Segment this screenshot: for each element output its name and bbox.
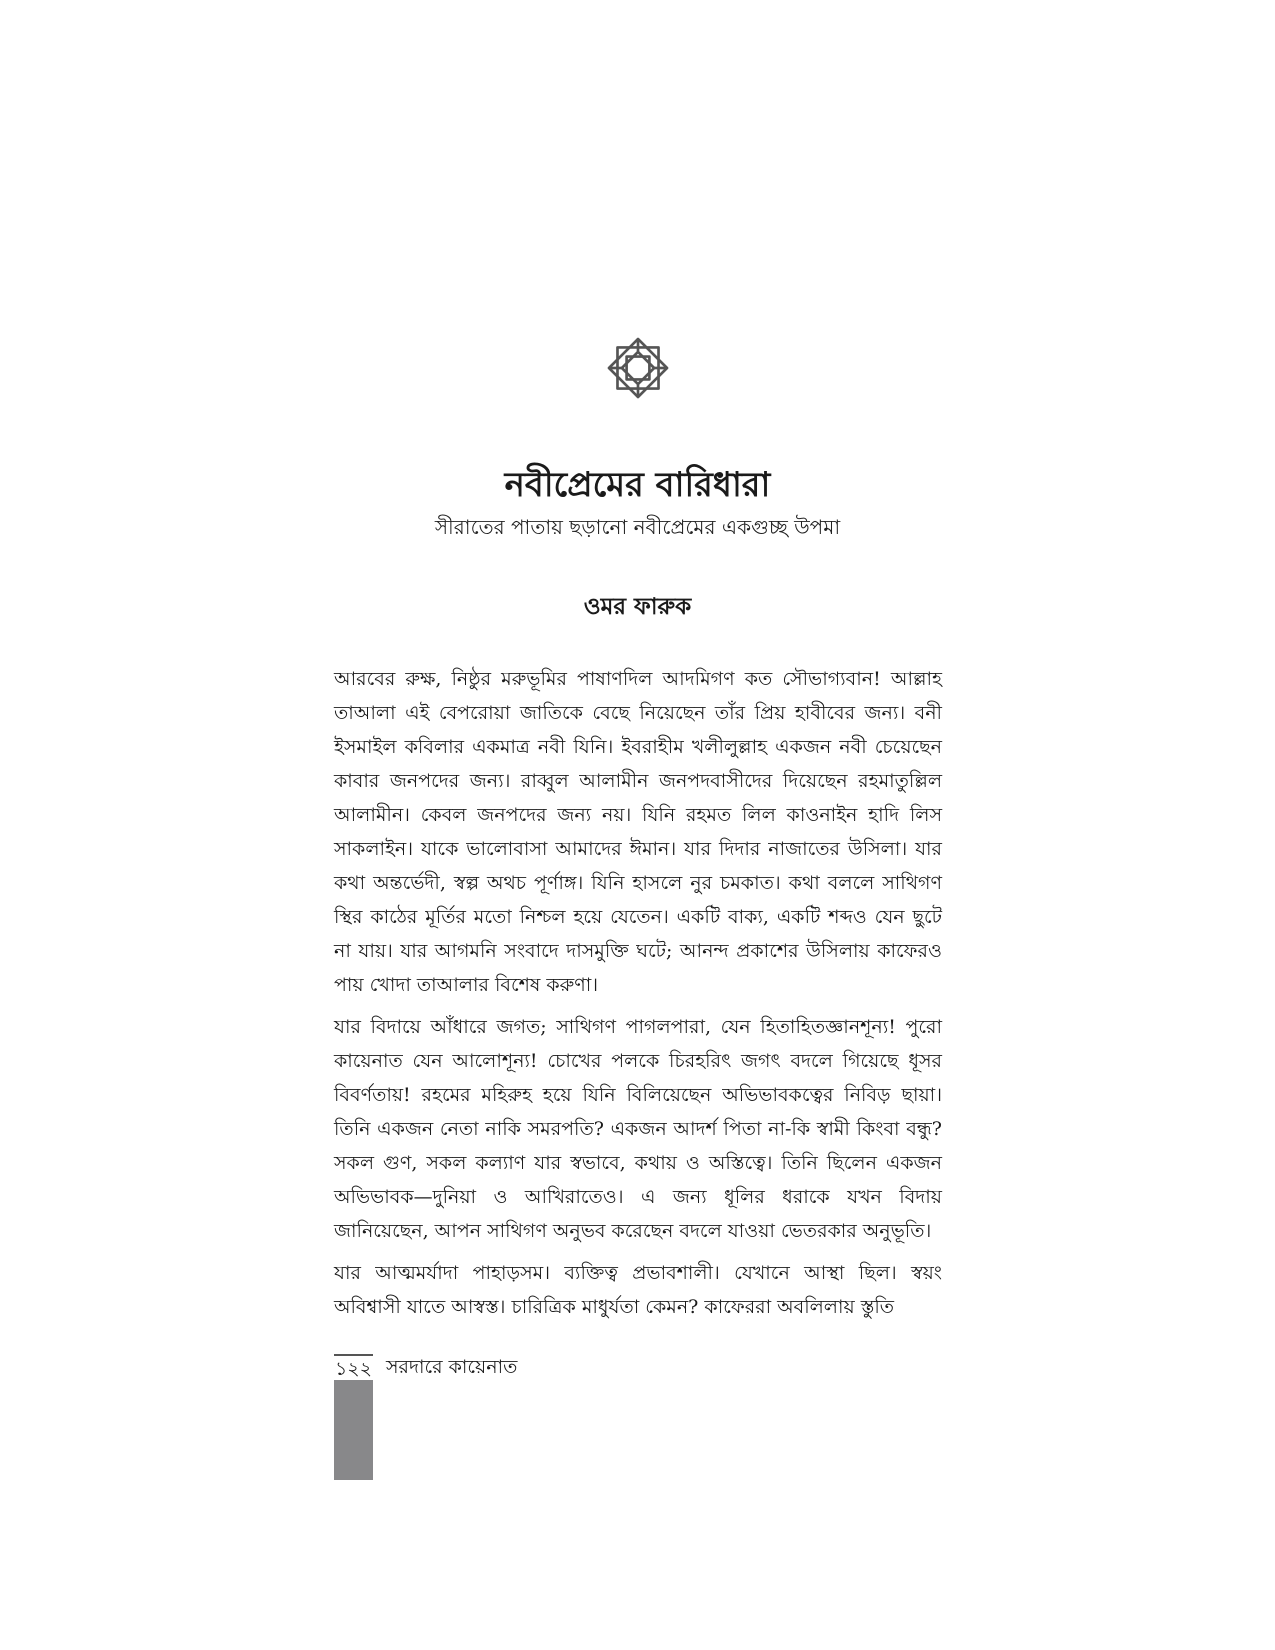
page-number: ১২২ xyxy=(334,1354,373,1382)
article-body xyxy=(334,662,942,1332)
article-subtitle: সীরাতের পাতায় ছড়ানো নবীপ্রেমের একগুচ্ছ উপমা xyxy=(434,515,841,539)
star-knot-ornament-icon xyxy=(600,330,676,406)
running-footer-title: সরদারে কায়েনাত xyxy=(386,1356,518,1378)
paragraph-1: আরবের রুক্ষ, নিষ্ঠুর মরুভূমির পাষাণদিল আদমিগণ কত সৌভাগ্যবান! আল্লাহ তাআলা এই বেপরোয়া জাতিকে বেছে নিয়েছেন তাঁর প্রিয় হাবীবের জন্য। বনী ইসমাইল কবিলার একমাত্র নবী যিনি। ইবরাহীম খলীলুল্লাহ একজন নবী চেয়েছেন কাবার জনপদের জন্য। রাব্বুল আলামীন জনপদবাসীদের দিয়েছেন রহমাতুল্লিল আলামীন। কেবল জনপদের জন্য নয়। যিনি রহমত লিল কাওনাইন হাদি লিস সাকলাইন। যাকে ভালোবাসা আমাদের ঈমান। যার দিদার নাজাতের উসিলা। যার কথা অন্তর্ভেদী, স্বল্প অথচ পূর্ণাঙ্গ। যিনি হাসলে নুর চমকাত। কথা বললে সাথিগণ স্থির কাঠের মূর্তির মতো নিশ্চল হয়ে যেতেন। একটি বাক্য, একটি শব্দও যেন ছুটে না যায়। যার আগমনি সংবাদে দাসমুক্তি ঘটে; আনন্দ প্রকাশের উসিলায় কাফেরও পায় খোদা তাআলার বিশেষ করুণা। xyxy=(334,668,942,996)
paragraph-2: যার বিদায়ে আঁধারে জগত; সাথিগণ পাগলপারা, যেন হিতাহিতজ্ঞানশূন্য! পুরো কায়েনাত যেন আলোশূন্য! চোখের পলকে চিরহরিৎ জগৎ বদলে গিয়েছে ধূসর বিবর্ণতায়! রহমের মহিরুহ হয়ে যিনি বিলিয়েছেন অভিভাবকত্বের নিবিড় ছায়া। তিনি একজন নেতা নাকি সমরপতি? একজন আদর্শ পিতা না-কি স্বামী কিংবা বন্ধু? সকল গুণ, সকল কল্যাণ যার স্বভাবে, কথায় ও অস্তিত্বে। তিনি ছিলেন একজন অভিভাবক—দুনিয়া ও আখিরাতেও। এ জন্য ধূলির ধরাকে যখন বিদায় জানিয়েছেন, আপন সাথিগণ অনুভব করেছেন বদলে যাওয়া ভেতরকার অনুভূতি। xyxy=(334,1016,942,1242)
author-name: ওমর ফারুক xyxy=(583,593,692,620)
paragraph-3: যার আত্মমর্যাদা পাহাড়সম। ব্যক্তিত্ব প্রভাবশালী। যেখানে আস্থা ছিল। স্বয়ং অবিশ্বাসী যাতে আস্বস্ত। চারিত্রিক মাধুর্যতা কেমন? কাফেররা অবলিলায় স্তুতি xyxy=(334,1262,942,1318)
page-edge-tab xyxy=(334,1380,373,1480)
article-title: নবীপ্রেমের বারিধারা xyxy=(504,465,771,505)
